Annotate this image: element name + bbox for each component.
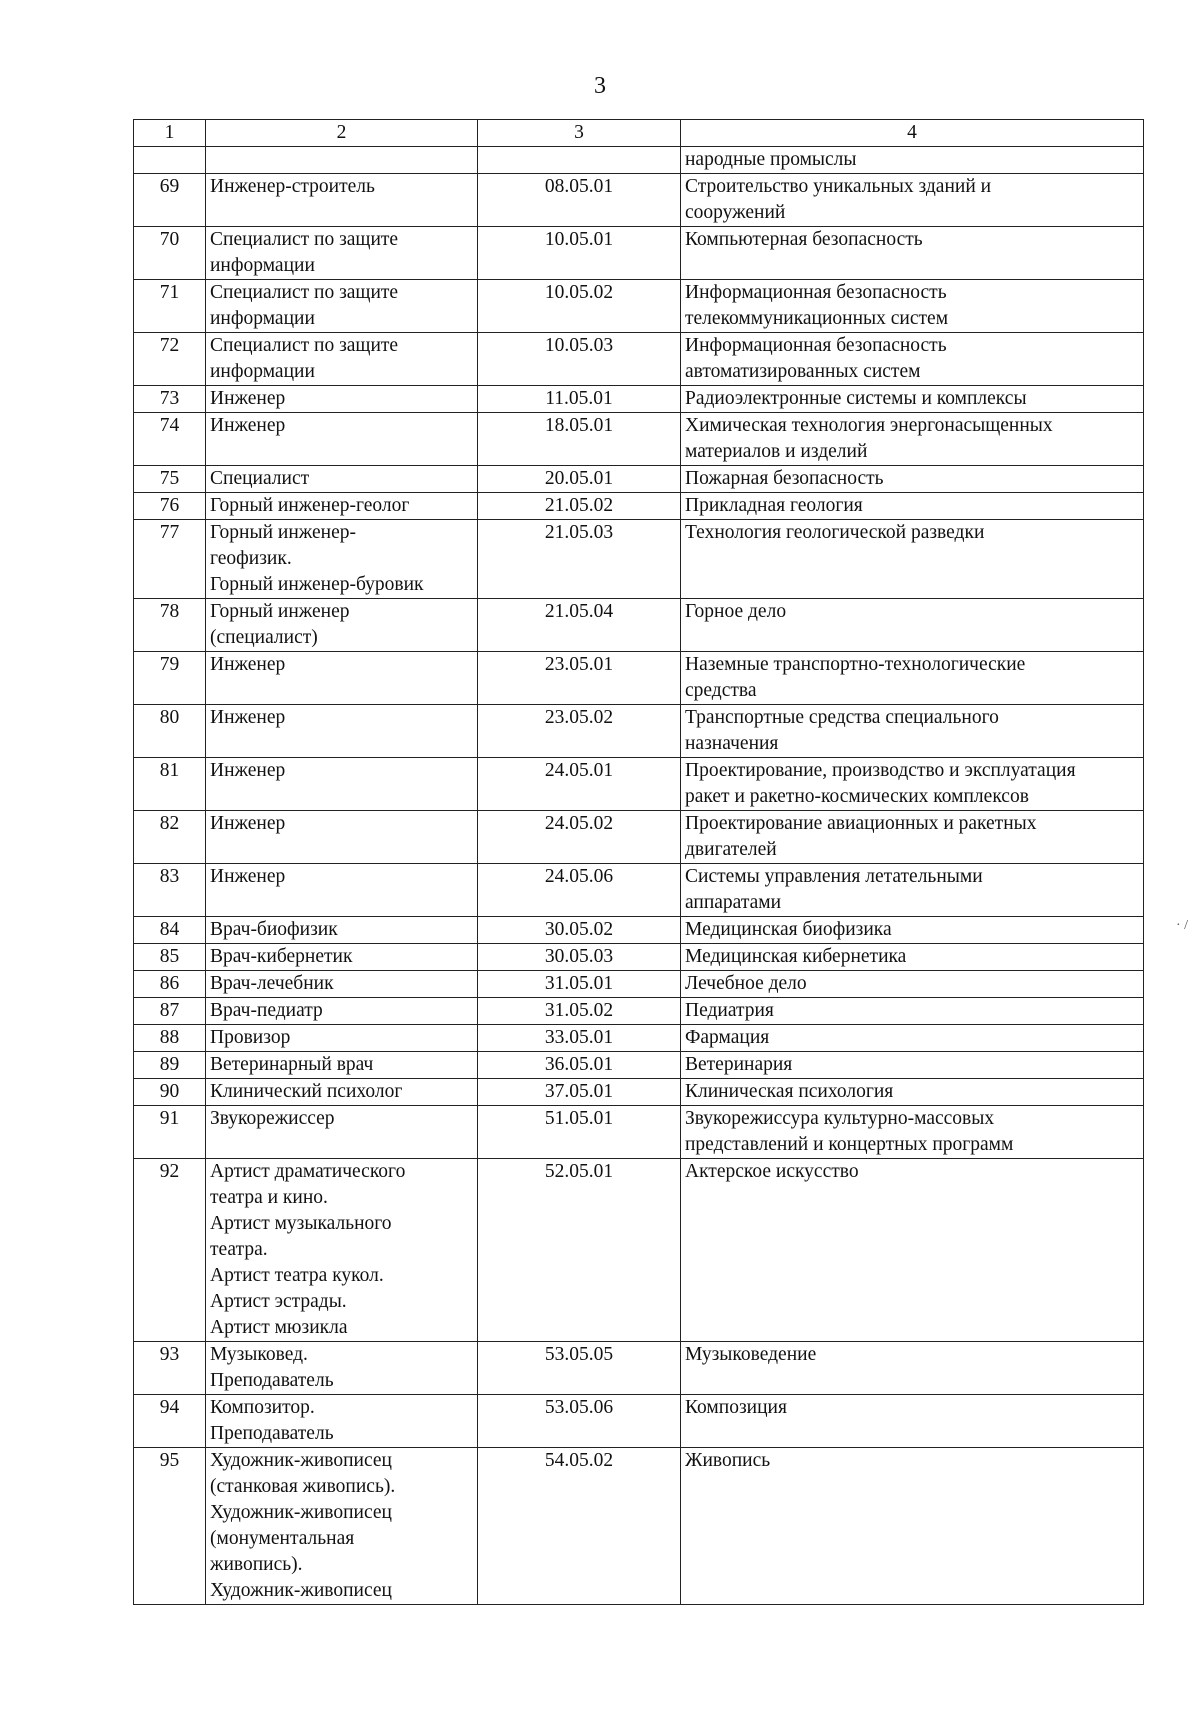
specialty-name: Актерское искусство: [681, 1159, 1144, 1342]
table-row: [134, 944, 1144, 971]
specialty-code: 11.05.01: [478, 386, 681, 413]
specialty-name: Системы управления летательными аппаратами: [681, 864, 1144, 917]
specialty-code: 23.05.01: [478, 652, 681, 705]
row-number: 72: [134, 333, 206, 386]
table-row: [134, 386, 1144, 413]
specialty-name: Проектирование авиационных и ракетных двигателей: [681, 811, 1144, 864]
specialty-name: Звукорежиссура культурно-массовых представлений и концертных программ: [681, 1106, 1144, 1159]
row-number: 78: [134, 599, 206, 652]
specialty-code: 51.05.01: [478, 1106, 681, 1159]
specialty-code: 18.05.01: [478, 413, 681, 466]
specialty-code: 23.05.02: [478, 705, 681, 758]
specialty-name: Лечебное дело: [681, 971, 1144, 998]
specialty-name: Педиатрия: [681, 998, 1144, 1025]
specialty-code: 20.05.01: [478, 466, 681, 493]
row-number: 85: [134, 944, 206, 971]
row-number: 83: [134, 864, 206, 917]
table-row: [134, 652, 1144, 705]
specialty-code: 33.05.01: [478, 1025, 681, 1052]
specialty-code: 24.05.02: [478, 811, 681, 864]
specialty-name: Клиническая психология: [681, 1079, 1144, 1106]
specialty-code: 10.05.02: [478, 280, 681, 333]
specialty-code: 31.05.02: [478, 998, 681, 1025]
specialty-name: Медицинская биофизика: [681, 917, 1144, 944]
table-row: [134, 758, 1144, 811]
specialty-code: 37.05.01: [478, 1079, 681, 1106]
specialty-name: Пожарная безопасность: [681, 466, 1144, 493]
qualification-title: Горный инженер (специалист): [206, 599, 478, 652]
specialty-code: 21.05.03: [478, 520, 681, 599]
qualification-title: Инженер-строитель: [206, 174, 478, 227]
row-number: 94: [134, 1395, 206, 1448]
table-row: [134, 413, 1144, 466]
qualification-title: Горный инженер-геолог: [206, 493, 478, 520]
qualification-title: Музыковед. Преподаватель: [206, 1342, 478, 1395]
specialty-code: 36.05.01: [478, 1052, 681, 1079]
specialty-code: 10.05.03: [478, 333, 681, 386]
specialty-code: 54.05.02: [478, 1448, 681, 1605]
qualification-title: Инженер: [206, 758, 478, 811]
table-row: [134, 1052, 1144, 1079]
column-header: 2: [206, 120, 478, 147]
qualification-title: Инженер: [206, 705, 478, 758]
qualification-title: Художник-живописец (станковая живопись). Художник-живописец (монументальная живопись). Художник-живописец: [206, 1448, 478, 1605]
row-number: 79: [134, 652, 206, 705]
qualification-title: Звукорежиссер: [206, 1106, 478, 1159]
row-number: 73: [134, 386, 206, 413]
specialty-name: Информационная безопасность телекоммуникационных систем: [681, 280, 1144, 333]
row-number: 75: [134, 466, 206, 493]
table-row: [134, 1159, 1144, 1342]
row-number: 91: [134, 1106, 206, 1159]
row-number: 69: [134, 174, 206, 227]
qualification-title: Провизор: [206, 1025, 478, 1052]
table-row: [134, 1342, 1144, 1395]
specialty-name: Информационная безопасность автоматизированных систем: [681, 333, 1144, 386]
specialty-name: Строительство уникальных зданий и сооружений: [681, 174, 1144, 227]
row-number: 84: [134, 917, 206, 944]
table-row: [134, 705, 1144, 758]
specialty-code: 31.05.01: [478, 971, 681, 998]
qualification-title: Специалист по защите информации: [206, 280, 478, 333]
specialty-code: [478, 147, 681, 174]
qualification-title: Артист драматического театра и кино. Артист музыкального театра. Артист театра кукол. Артист эстрады. Артист мюзикла: [206, 1159, 478, 1342]
qualification-title: [206, 147, 478, 174]
column-header: 1: [134, 120, 206, 147]
scan-artifact: · /: [1176, 918, 1189, 933]
qualification-title: Специалист по защите информации: [206, 333, 478, 386]
table-row: [134, 333, 1144, 386]
table-row: [134, 1025, 1144, 1052]
specialty-name: Живопись: [681, 1448, 1144, 1605]
table-row: [134, 599, 1144, 652]
row-number: 71: [134, 280, 206, 333]
row-number: 76: [134, 493, 206, 520]
row-number: 82: [134, 811, 206, 864]
table-row: [134, 1106, 1144, 1159]
qualification-title: Врач-биофизик: [206, 917, 478, 944]
table-row: [134, 493, 1144, 520]
row-number: 92: [134, 1159, 206, 1342]
table-row: [134, 811, 1144, 864]
specialty-code: 52.05.01: [478, 1159, 681, 1342]
specialty-code: 30.05.02: [478, 917, 681, 944]
specialty-name: Проектирование, производство и эксплуатация ракет и ракетно-космических комплексов: [681, 758, 1144, 811]
table-row: [134, 227, 1144, 280]
row-number: 88: [134, 1025, 206, 1052]
specialty-code: 21.05.02: [478, 493, 681, 520]
table-row: [134, 917, 1144, 944]
specialty-name: Транспортные средства специального назначения: [681, 705, 1144, 758]
specialty-code: 30.05.03: [478, 944, 681, 971]
qualification-title: Инженер: [206, 811, 478, 864]
specialty-code: 10.05.01: [478, 227, 681, 280]
table-row: [134, 174, 1144, 227]
row-number: [134, 147, 206, 174]
qualification-title: Врач-кибернетик: [206, 944, 478, 971]
qualification-title: Инженер: [206, 386, 478, 413]
table-row: [134, 1079, 1144, 1106]
qualification-title: Специалист: [206, 466, 478, 493]
specialty-name: Химическая технология энергонасыщенных материалов и изделий: [681, 413, 1144, 466]
row-number: 81: [134, 758, 206, 811]
qualification-title: Врач-лечебник: [206, 971, 478, 998]
row-number: 80: [134, 705, 206, 758]
qualification-title: Композитор. Преподаватель: [206, 1395, 478, 1448]
column-header: 4: [681, 120, 1144, 147]
qualification-title: Инженер: [206, 413, 478, 466]
specialty-code: 53.05.05: [478, 1342, 681, 1395]
table-row: [134, 864, 1144, 917]
table-row: [134, 998, 1144, 1025]
qualifications-table: [133, 119, 1144, 1605]
row-number: 93: [134, 1342, 206, 1395]
specialty-name: Горное дело: [681, 599, 1144, 652]
specialty-code: 08.05.01: [478, 174, 681, 227]
specialty-name: Наземные транспортно-технологические средства: [681, 652, 1144, 705]
table-row: [134, 971, 1144, 998]
row-number: 74: [134, 413, 206, 466]
specialty-name: Компьютерная безопасность: [681, 227, 1144, 280]
row-number: 70: [134, 227, 206, 280]
specialty-name: Радиоэлектронные системы и комплексы: [681, 386, 1144, 413]
table-body: [134, 147, 1144, 1605]
specialty-name: Медицинская кибернетика: [681, 944, 1144, 971]
qualification-title: Клинический психолог: [206, 1079, 478, 1106]
row-number: 77: [134, 520, 206, 599]
qualification-title: Горный инженер- геофизик. Горный инженер-буровик: [206, 520, 478, 599]
specialty-code: 53.05.06: [478, 1395, 681, 1448]
page-number: 3: [594, 73, 606, 99]
row-number: 90: [134, 1079, 206, 1106]
table-row: [134, 280, 1144, 333]
qualification-title: Ветеринарный врач: [206, 1052, 478, 1079]
row-number: 95: [134, 1448, 206, 1605]
qualification-title: Инженер: [206, 652, 478, 705]
table-header-row: [134, 120, 1144, 147]
specialty-name: Ветеринария: [681, 1052, 1144, 1079]
specialty-name: народные промыслы: [681, 147, 1144, 174]
table-row: [134, 1448, 1144, 1605]
specialty-name: Технология геологической разведки: [681, 520, 1144, 599]
specialty-code: 24.05.06: [478, 864, 681, 917]
row-number: 87: [134, 998, 206, 1025]
specialty-code: 21.05.04: [478, 599, 681, 652]
table-row: [134, 520, 1144, 599]
specialty-name: Музыковедение: [681, 1342, 1144, 1395]
specialty-name: Фармация: [681, 1025, 1144, 1052]
row-number: 89: [134, 1052, 206, 1079]
qualification-title: Инженер: [206, 864, 478, 917]
row-number: 86: [134, 971, 206, 998]
specialty-name: Композиция: [681, 1395, 1144, 1448]
table-row: [134, 1395, 1144, 1448]
qualification-title: Врач-педиатр: [206, 998, 478, 1025]
specialty-code: 24.05.01: [478, 758, 681, 811]
qualification-title: Специалист по защите информации: [206, 227, 478, 280]
column-header: 3: [478, 120, 681, 147]
table-row: [134, 147, 1144, 174]
specialty-name: Прикладная геология: [681, 493, 1144, 520]
table-row: [134, 466, 1144, 493]
